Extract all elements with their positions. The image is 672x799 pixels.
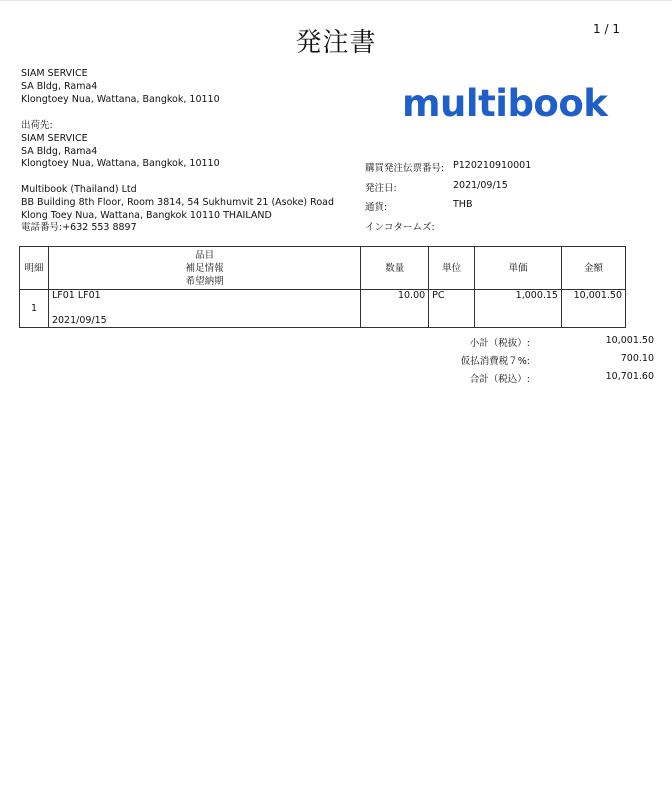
header-due-date: 希望納期 [185,275,224,287]
row-item-cell [48,290,360,328]
company-phone: 電話番号:+632 553 8897 [21,222,137,234]
header-unit-price: 単価 [475,247,562,290]
total-value: 10,701.60 [605,371,654,382]
meta-row [365,219,531,239]
row-item: LF01 LF01 [51,290,101,301]
tax-row [440,353,654,371]
page-number: 1 / 1 [593,22,620,36]
row-quantity: 10.00 [361,290,429,328]
sender-line: Klongtoey Nua, Wattana, Bangkok, 10110 [21,93,220,105]
sender-line: SIAM SERVICE [21,68,88,79]
row-unit: PC [429,290,475,328]
currency-label: 通貨: [365,202,388,213]
company-line: Multibook (Thailand) Ltd [21,184,137,195]
company-address [21,184,334,235]
subtotal-row [440,335,654,353]
sender-line: SA Bldg, Rama4 [21,80,98,92]
table-header-row [20,247,626,290]
row-line-number: 1 [20,290,49,328]
total-label: 合計（税込）: [469,374,530,385]
company-line: Klong Toey Nua, Wattana, Bangkok 10110 THAILAND [21,209,272,221]
currency-value: THB [453,199,473,210]
ship-to-line: SIAM SERVICE [21,132,88,144]
header-quantity: 数量 [361,247,429,290]
header-amount: 金額 [561,247,625,290]
row-unit-price: 1,000.15 [475,290,562,328]
tax-label: 仮払消費税７%: [460,356,530,367]
multibook-logo: multibook [402,82,608,125]
row-amount: 10,001.50 [561,290,625,328]
header-unit: 単位 [429,247,475,290]
document-title: 発注書 [295,28,377,58]
header-item: 品目 [195,249,215,261]
subtotal-label: 小計（税抜）: [469,338,530,349]
subtotal-value: 10,001.50 [605,335,654,346]
ship-to-label: 出荷先: [21,120,53,131]
header-supplement: 補足情報 [185,262,224,274]
order-date-label: 発注日: [365,182,397,194]
po-number-label: 購買発注伝票番号: [365,163,445,174]
header-line: 明細 [20,247,49,290]
table-row [20,290,626,328]
row-due-date: 2021/09/15 [51,315,107,326]
order-date-value: 2021/09/15 [453,179,508,191]
line-items-table [19,246,626,328]
sender-address [21,68,220,106]
totals-block [440,335,654,389]
header-item-group [48,247,360,290]
order-meta [365,160,531,238]
ship-to-address [21,120,220,171]
tax-value: 700.10 [620,353,654,364]
ship-to-line: SA Bldg, Rama4 [21,145,98,157]
meta-row [365,160,531,180]
meta-row [365,180,531,200]
po-number-value: P120210910001 [453,160,532,171]
meta-row [365,199,531,219]
ship-to-line: Klongtoey Nua, Wattana, Bangkok, 10110 [21,158,220,170]
top-divider [0,0,672,1]
total-row [440,371,654,389]
incoterms-label: インコタームズ: [365,221,435,233]
company-line: BB Building 8th Floor, Room 3814, 54 Sukhumvit 21 (Asoke) Road [21,196,334,208]
